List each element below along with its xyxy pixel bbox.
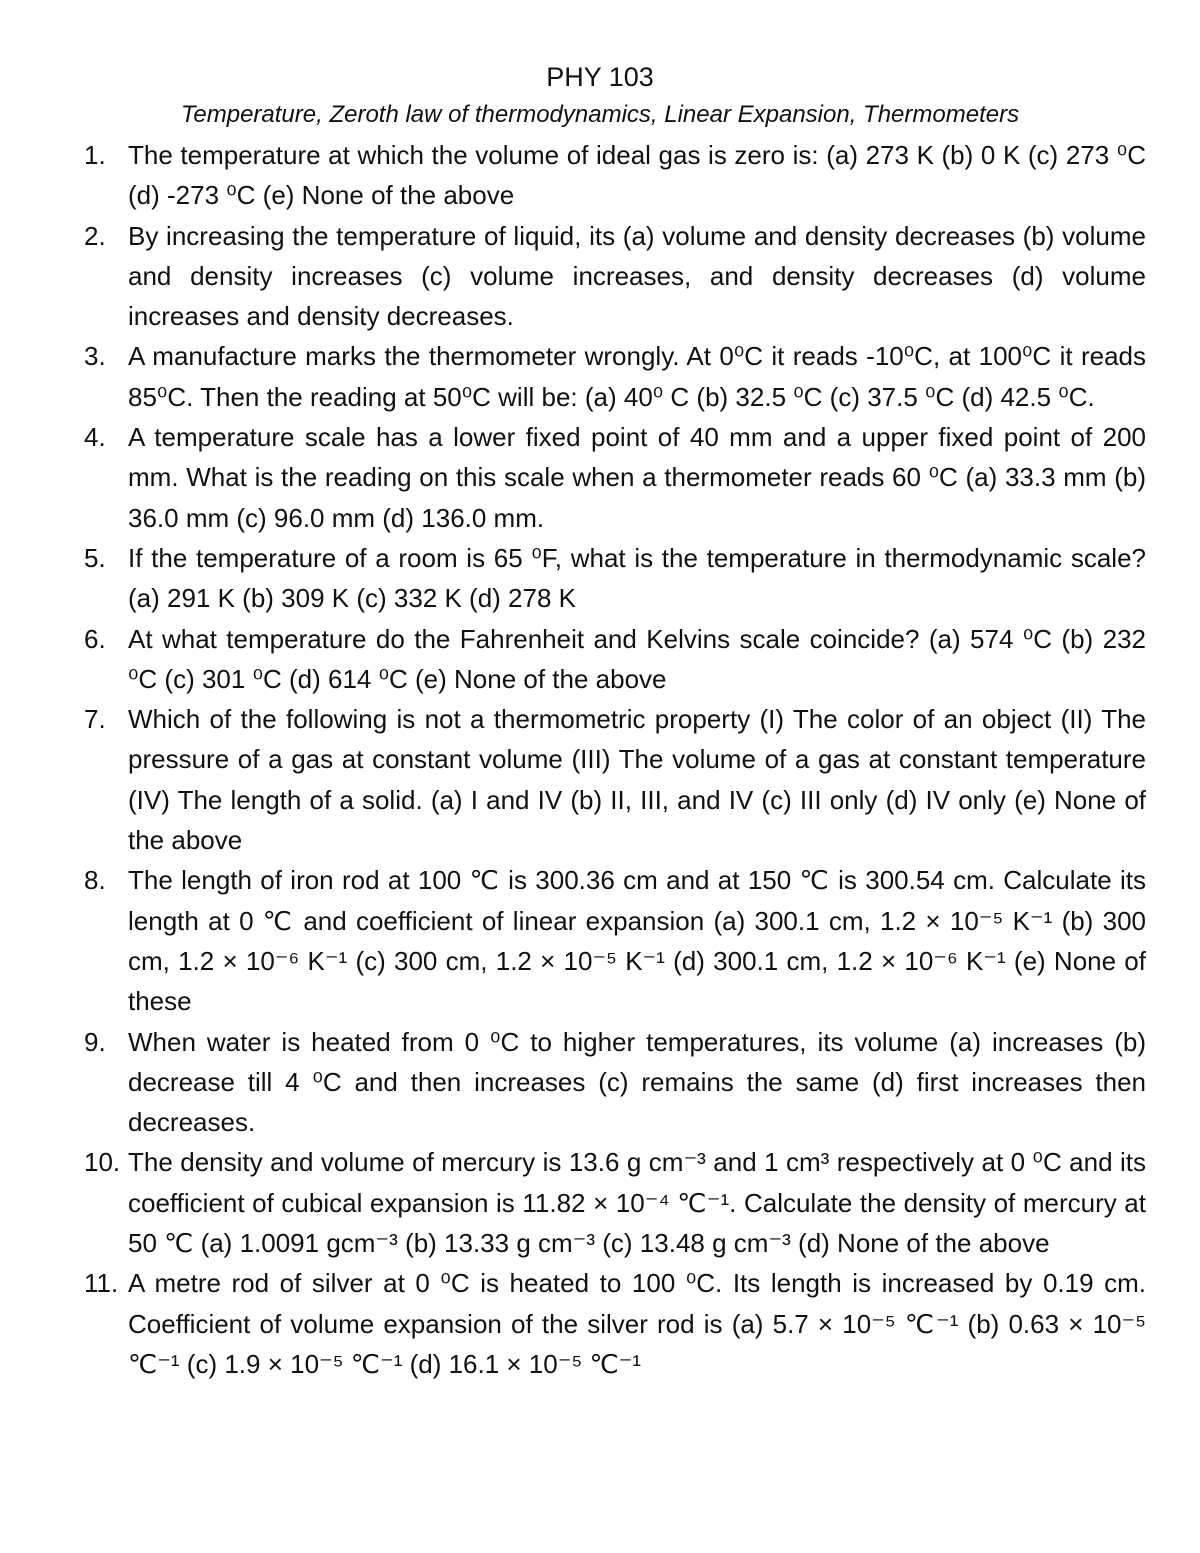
question-list [0, 135, 1200, 1384]
question-item [0, 1263, 1200, 1384]
question-item [0, 135, 1200, 216]
question-number: 2. [84, 220, 106, 251]
question-number: 8. [84, 865, 106, 896]
question-item [0, 860, 1200, 1021]
question-text: The length of iron rod at 100 ℃ is 300.36 cm and at 150 ℃ is 300.54 cm. Calculate its length at 0 ℃ and coefficient of linear expansion (a) 300.1 cm, 1.2 × 10⁻⁵ K⁻¹ (b) 300 cm, 1.2 × 10⁻⁶ K⁻¹ (c) 300 cm, 1.2 × 10⁻⁵ K⁻¹ (d) 300.1 cm, 1.2 × 10⁻⁶ K⁻¹ (e) None of these [128, 865, 1146, 1017]
question-text: A temperature scale has a lower fixed point of 40 mm and a upper fixed point of 200 mm. What is the reading on this scale when a thermometer reads 60 ⁰C (a) 33.3 mm (b) 36.0 mm (c) 96.0 mm (d) 136.0 mm. [128, 422, 1146, 533]
question-number: 10. [84, 1147, 121, 1178]
question-number: 4. [84, 422, 106, 453]
question-item [0, 1022, 1200, 1143]
question-number: 11. [84, 1268, 119, 1299]
question-item [0, 417, 1200, 538]
question-text: By increasing the temperature of liquid, its (a) volume and density decreases (b) volume and density increases (c) volume increases, and density decreases (d) volume increases and density decreases. [128, 220, 1146, 332]
question-item [0, 538, 1200, 619]
question-item [0, 699, 1200, 860]
question-text: If the temperature of a room is 65 ⁰F, what is the temperature in thermodynamic scale? (a) 291 K (b) 309 K (c) 332 K (d) 278 K [128, 542, 1146, 614]
question-text: The temperature at which the volume of ideal gas is zero is: (a) 273 K (b) 0 K (c) 273 ⁰C (d) -273 ⁰C (e) None of the above [128, 140, 1146, 211]
question-item [0, 336, 1200, 417]
question-number: 3. [84, 341, 106, 372]
question-number: 5. [84, 542, 106, 573]
question-text: At what temperature do the Fahrenheit and Kelvins scale coincide? (a) 574 ⁰C (b) 232 ⁰C (c) 301 ⁰C (d) 614 ⁰C (e) None of the above [128, 623, 1146, 694]
question-number: 6. [84, 623, 106, 654]
question-text: The density and volume of mercury is 13.6 g cm⁻³ and 1 cm³ respectively at 0 ⁰C and its coefficient of cubical expansion is 11.82 × 10⁻⁴ ℃⁻¹. Calculate the density of mercury at 50 ℃ (a) 1.0091 gcm⁻³ (b) 13.33 g cm⁻³ (c) 13.48 g cm⁻³ (d) None of the above [128, 1147, 1146, 1259]
question-number: 1. [84, 140, 106, 170]
question-text: A manufacture marks the thermometer wrongly. At 0⁰C it reads -10⁰C, at 100⁰C it reads 85⁰C. Then the reading at 50⁰C will be: (a) 40⁰ C (b) 32.5 ⁰C (c) 37.5 ⁰C (d) 42.5 ⁰C. [128, 341, 1146, 412]
question-item [0, 216, 1200, 337]
question-text: Which of the following is not a thermometric property (I) The color of an object (II) The pressure of a gas at constant volume (III) The volume of a gas at constant temperature (IV) The length of a solid. (a) I and IV (b) II, III, and IV (c) III only (d) IV only (e) None of the above [128, 704, 1146, 856]
page-title: PHY 103 [546, 62, 654, 92]
question-text: A metre rod of silver at 0 ⁰C is heated to 100 ⁰C. Its length is increased by 0.19 cm. Coefficient of volume expansion of the silver rod is (a) 5.7 × 10⁻⁵ ℃⁻¹ (b) 0.63 × 10⁻⁵ ℃⁻¹ (c) 1.9 × 10⁻⁵ ℃⁻¹ (d) 16.1 × 10⁻⁵ ℃⁻¹ [128, 1268, 1146, 1379]
question-item [0, 1142, 1200, 1263]
question-text: When water is heated from 0 ⁰C to higher temperatures, its volume (a) increases (b) decrease till 4 ⁰C and then increases (c) remains the same (d) first increases then decreases. [128, 1026, 1146, 1138]
question-number: 9. [84, 1026, 106, 1057]
question-item [0, 619, 1200, 700]
question-number: 7. [84, 704, 106, 735]
page-subtitle: Temperature, Zeroth law of thermodynamics, Linear Expansion, Thermometers [180, 101, 1020, 128]
